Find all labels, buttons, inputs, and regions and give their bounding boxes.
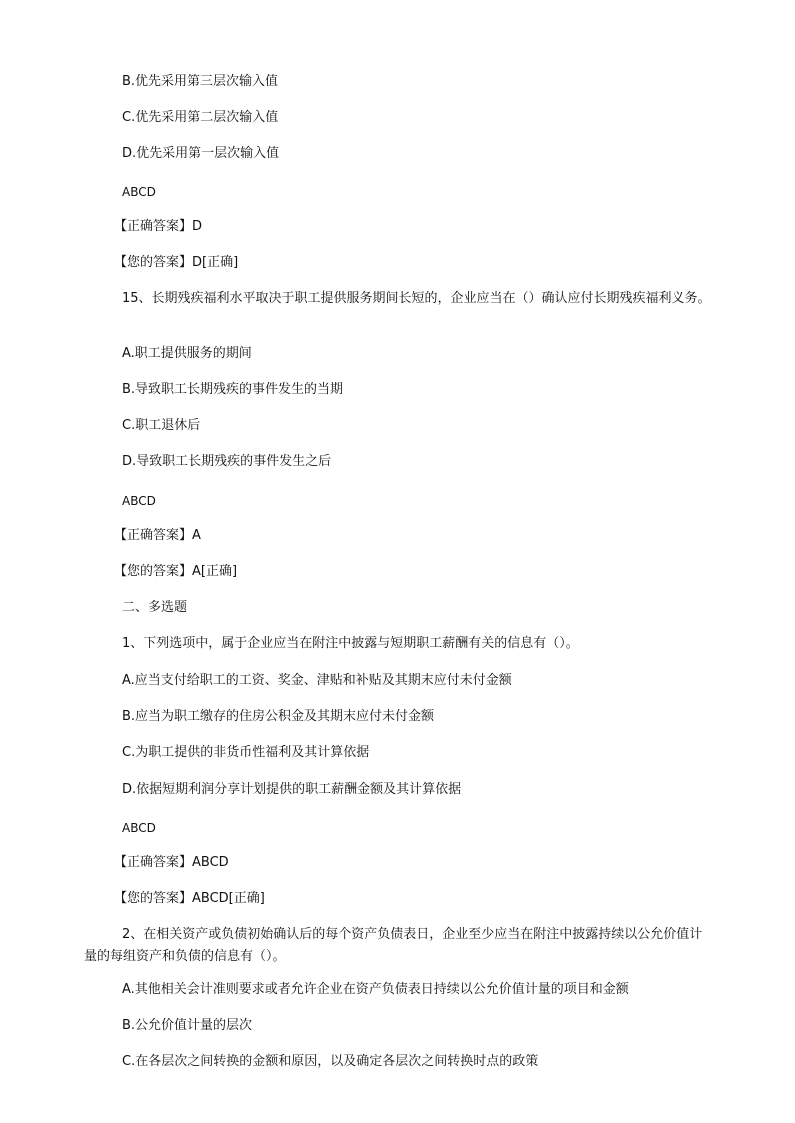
m2-stem: 2、在相关资产或负债初始确认后的每个资产负债表日，企业至少应当在附注中披露持续以公允价值计量的每组资产和负债的信息有（）。 [84, 927, 703, 964]
m1-choices: ABCD [122, 821, 156, 835]
m2-option-a: A.其他相关会计准则要求或者允许企业在资产负债表日持续以公允价值计量的项目和金额 [122, 982, 629, 997]
q14-option-b: B.优先采用第三层次输入值 [122, 74, 279, 89]
q14-choices: ABCD [122, 185, 156, 199]
q15-option-d: D.导致职工长期残疾的事件发生之后 [122, 454, 332, 469]
m1-stem: 1、下列选项中，属于企业应当在附注中披露与短期职工薪酬有关的信息有（）。 [122, 636, 579, 651]
q14-option-c: C.优先采用第二层次输入值 [122, 110, 279, 125]
q15-your-answer: 【您的答案】A[正确] [114, 564, 238, 579]
section-heading: 二、多选题 [122, 600, 188, 615]
q15-stem: 15、长期残疾福利水平取决于职工提供服务期间长短的，企业应当在（）确认应付长期残疾福利义务。 [122, 291, 711, 306]
m1-correct-answer: 【正确答案】ABCD [114, 855, 229, 870]
q14-correct-answer: 【正确答案】D [114, 219, 203, 234]
q15-correct-answer: 【正确答案】A [114, 528, 201, 543]
m1-option-a: A.应当支付给职工的工资、奖金、津贴和补贴及其期末应付未付金额 [122, 673, 512, 688]
q15-choices: ABCD [122, 494, 156, 508]
q15-option-c: C.职工退休后 [122, 418, 201, 433]
q14-your-answer: 【您的答案】D[正确] [114, 255, 239, 270]
m1-option-d: D.依据短期利润分享计划提供的职工薪酬金额及其计算依据 [122, 782, 462, 797]
m2-option-c: C.在各层次之间转换的金额和原因，以及确定各层次之间转换时点的政策 [122, 1054, 539, 1069]
q15-option-a: A.职工提供服务的期间 [122, 346, 252, 361]
q15-option-b: B.导致职工长期残疾的事件发生的当期 [122, 382, 344, 397]
m1-your-answer: 【您的答案】ABCD[正确] [114, 891, 265, 906]
m1-option-b: B.应当为职工缴存的住房公积金及其期末应付未付金额 [122, 709, 435, 724]
q14-option-d: D.优先采用第一层次输入值 [122, 146, 280, 161]
m1-option-c: C.为职工提供的非货币性福利及其计算依据 [122, 745, 370, 760]
m2-option-b: B.公允价值计量的层次 [122, 1018, 253, 1033]
